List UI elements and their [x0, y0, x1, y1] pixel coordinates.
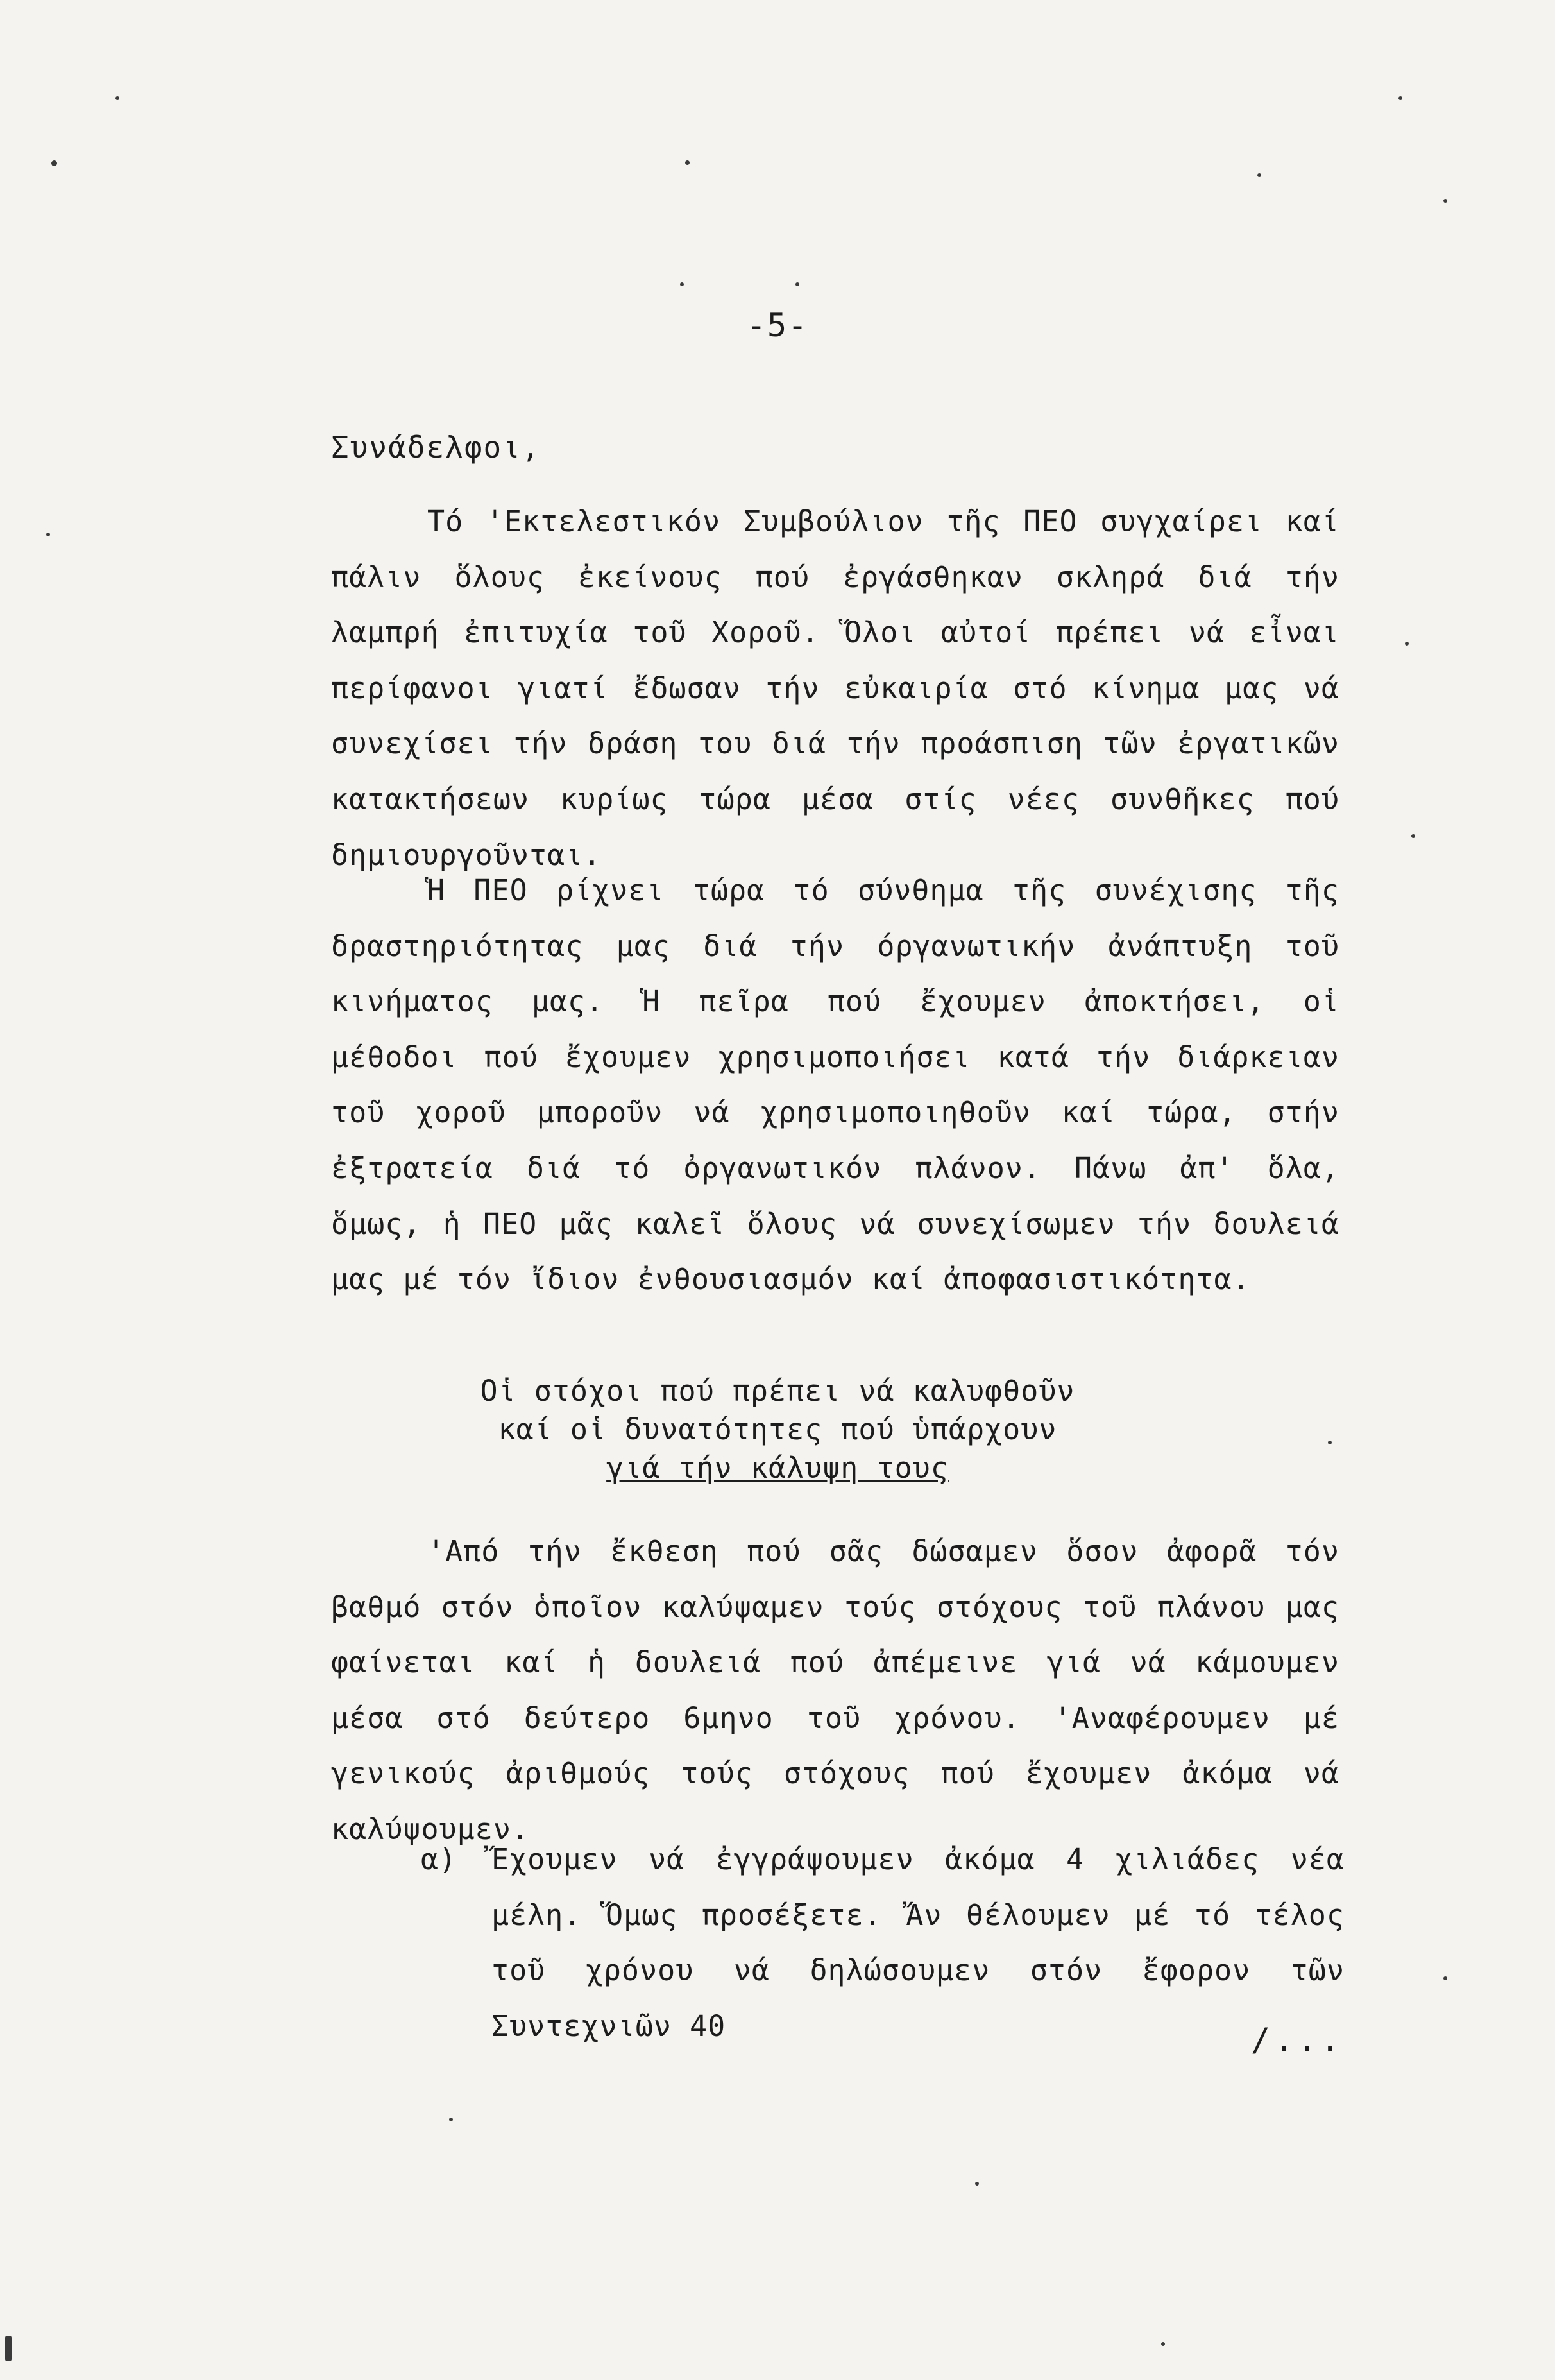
- page-number: -5-: [746, 307, 809, 344]
- list-item-text: Ἔχουμεν νά ἐγγράψουμεν ἀκόμα 4 χιλιάδες νέα μέλη. Ὅμως προσέξετε. Ἄν θέλουμεν μέ τό τέλος τοῦ χρόνου νά δηλώσουμεν στόν ἔφορον τῶν Συντεχνιῶν 40: [491, 1842, 1345, 2043]
- scan-speck: [51, 160, 57, 166]
- scan-speck: [1161, 2342, 1165, 2346]
- section-heading-line-1: Οἱ στόχοι πού πρέπει νά καλυφθοῦν: [480, 1374, 1075, 1408]
- paragraph-targets-report: 'Από τήν ἔκθεση πού σᾶς δώσαμεν ὅσον ἀφορᾶ τόν βαθμό στόν ὁποῖον καλύψαμεν τούς στόχους τοῦ πλάνου μας φαίνεται καί ἡ δουλειά πού ἀπέμεινε γιά νά κάμουμεν μέσα στό δεύτερο 6μηνο τοῦ χρόνου. 'Αναφέρουμεν μέ γενικούς ἀριθμούς τούς στόχους πού ἔχουμεν ἀκόμα νά καλύψουμεν.: [331, 1534, 1339, 1846]
- scan-speck: [5, 2336, 12, 2361]
- scan-speck: [975, 2182, 979, 2186]
- continuation-mark: /...: [1251, 2021, 1344, 2059]
- scan-speck: [1443, 1976, 1447, 1980]
- scan-speck: [1398, 96, 1402, 100]
- scan-speck: [1443, 199, 1447, 203]
- scan-speck: [1328, 1441, 1332, 1444]
- scan-speck: [680, 282, 684, 286]
- scan-speck: [1411, 834, 1415, 838]
- salutation: Συνάδελφοι,: [331, 430, 541, 465]
- scan-speck: [115, 96, 119, 100]
- scan-speck: [449, 2118, 453, 2121]
- scan-speck: [795, 282, 799, 286]
- section-heading-line-2: καί οἱ δυνατότητες πού ὑπάρχουν: [498, 1412, 1057, 1446]
- scan-speck: [685, 160, 690, 165]
- scan-speck: [46, 533, 50, 536]
- list-item-marker: α): [421, 1842, 457, 1876]
- paragraph-congratulations: Τό 'Εκτελεστικόν Συμβούλιον τῆς ΠΕΟ συγχαίρει καί πάλιν ὅλους ἐκείνους πού ἐργάσθηκαν σκληρά διά τήν λαμπρή ἐπιτυχία τοῦ Χοροῦ. Ὅλοι αὐτοί πρέπει νά εἶναι περίφανοι γιατί ἔδωσαν τήν εὐκαιρία στό κίνημα μας νά συνεχίσει τήν δράση του διά τήν προάσπιση τῶν ἐργατικῶν κατακτήσεων κυρίως τώρα μέσα στίς νέες συνθῆκες πού δημιουργοῦνται.: [331, 504, 1339, 872]
- paragraph-organisational-campaign: Ἡ ΠΕΟ ρίχνει τώρα τό σύνθημα τῆς συνέχισης τῆς δραστηριότητας μας διά τήν όργανωτικήν ἀνάπτυξη τοῦ κινήματος μας. Ἡ πεῖρα πού ἔχουμεν ἀποκτήσει, οἱ μέθοδοι πού ἔχουμεν χρησιμοποιήσει κατά τήν διάρκειαν τοῦ χοροῦ μποροῦν νά χρησιμοποιηθοῦν καί τώρα, στήν ἐξτρατεία διά τό ὀργανωτικόν πλάνον. Πάνω ἀπ' ὅλα, ὅμως, ἡ ΠΕΟ μᾶς καλεῖ ὅλους νά συνεχίσωμεν τήν δουλειά μας μέ τόν ἴδιον ἐνθουσιασμόν καί ἀποφασιστικότητα.: [331, 873, 1339, 1297]
- scan-speck: [1257, 173, 1261, 177]
- section-heading: [0, 1372, 1555, 1487]
- scan-speck: [1405, 642, 1409, 646]
- section-heading-line-3: γιά τήν κάλυψη τους: [606, 1451, 949, 1485]
